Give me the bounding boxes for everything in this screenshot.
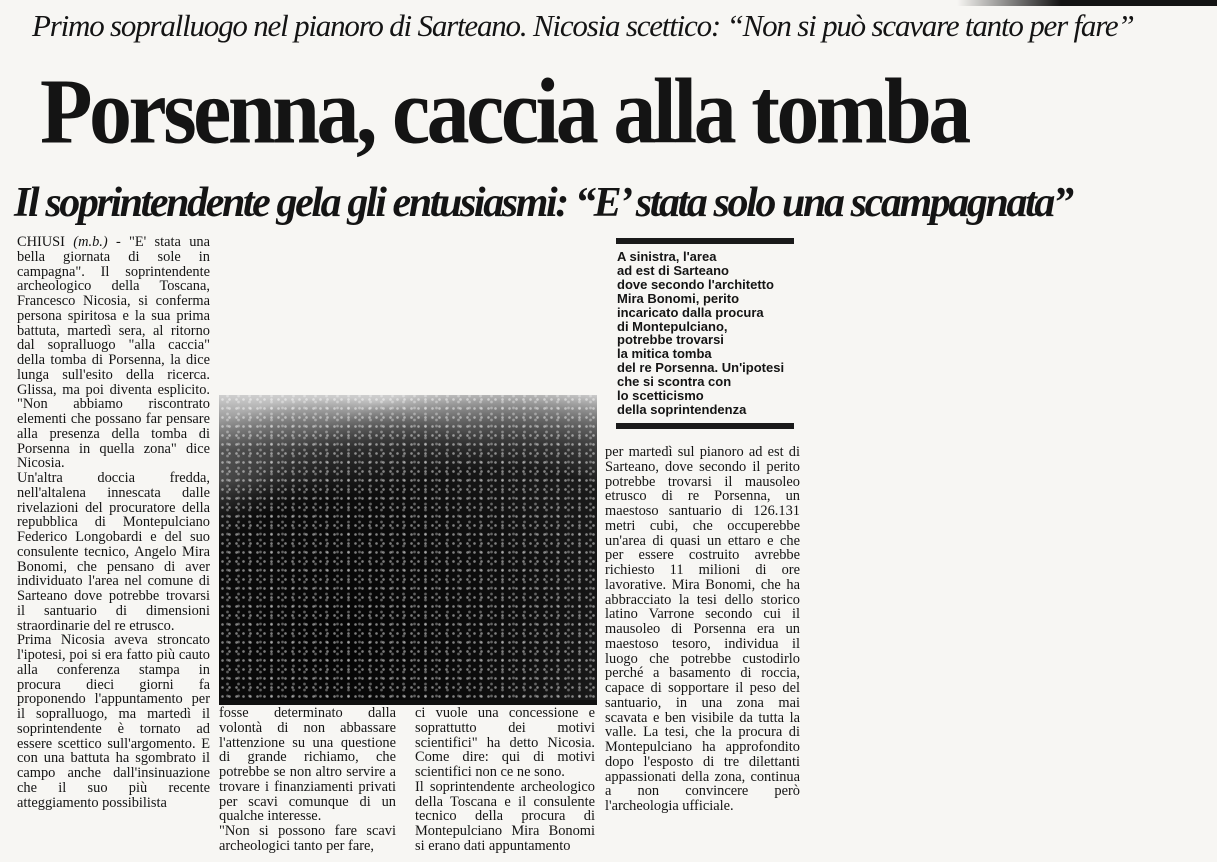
landscape-photo [219,395,597,703]
photo-caption-box [616,238,794,429]
caption-bottom-rule [616,423,794,429]
article-column-4 [605,445,800,814]
paragraph: ci vuole una concessione e soprattutto dei motivi scientifici" ha detto Nicosia. Come dire: qui di motivi scientifici non ce ne sono. [415,705,595,780]
article-subhead: Il soprintendente gela gli entusiasmi: “E’ stata solo una scampagnata” [14,180,1072,226]
article-column-2 [219,706,396,854]
article-kicker: Primo sopralluogo nel pianoro di Sarteano. Nicosia scettico: “Non si può scavare tanto per fare” [32,8,1134,43]
paragraph: Un'altra doccia fredda, nell'altalena innescata dalle rivelazioni del procuratore della repubblica di Montepulciano Federico Longobardi e del suo consulente tecnico, Angelo Mira Bonomi, che pensano di aver individuato l'area nel comune di Sarteano dove potrebbe trovarsi il santuario di dimensioni straordinarie del re etrusco. [17,470,210,634]
article-headline: Porsenna, caccia alla tomba [40,59,968,164]
caption-top-rule [616,238,794,244]
paragraph: CHIUSI (m.b.) - "E' stata una bella giornata di sole in campagna". Il soprintendente archeologico della Toscana, Francesco Nicosia, si conferma persona spiritosa e la sua prima battuta, martedì sera, al ritorno dal sopralluogo "alla caccia" della tomba di Porsenna, la dice lunga sull'esito della ricerca. Glissa, ma poi diventa esplicito. "Non abbiamo riscontrato elementi che possano far pensare alla presenza della tomba di Porsenna in quella zona" dice Nicosia. [17,234,210,472]
byline: (m.b.) [73,234,108,250]
paragraph: "Non si possono fare scavi archeologici tanto per fare, [219,823,396,854]
paragraph: per martedì sul pianoro ad est di Sarteano, dove secondo il perito potrebbe trovarsi il mausoleo etrusco di re Porsenna, un maestoso santuario di 126.131 metri cubi, che occuperebbe un'area di quasi un ettaro e che per essere costruito avrebbe richiesto 11 milioni di ore lavorative. Mira Bonomi, che ha abbracciato la tesi dello storico latino Varrone secondo cui il mausoleo di Porsenna era un maestoso tesoro, individua il luogo che potrebbe custodirlo perché a basamento di roccia, capace di sopportare il peso del santuario, in una zona mai scavata e ben visibile da tutta la valle. La tesi, che la procura di Montepulciano ha approfondito dopo l'esposto di tre dilettanti appassionati della zona, continua a non convincere però l'archeologia ufficiale. [605,444,800,814]
photo-caption: A sinistra, l'area ad est di Sarteano dove secondo l'architetto Mira Bonomi, perito incaricato dalla procura di Montepulciano, potrebbe trovarsi la mitica tomba del re Porsenna. Un'ipotesi che si scontra con lo scetticismo della soprintendenza [617,249,785,417]
paragraph: Prima Nicosia aveva stroncato l'ipotesi, poi si era fatto più cauto alla conferenza stampa in procura dieci giorni fa proponendo l'appuntamento per il sopralluogo, ma martedì il soprintendente è tornato ad essere scettico sull'argomento. E con una battuta ha sgombrato il campo anche dall'insinuazione che il suo più recente atteggiamento possibilista [17,632,210,811]
dateline: CHIUSI [17,234,65,250]
paragraph: fosse determinato dalla volontà di non abbassare l'attenzione su una questione di grande richiamo, che potrebbe se non altro servire a trovare i finanziamenti privati per scavi comunque di un qualche interesse. [219,705,396,825]
article-column-3 [415,706,595,854]
article-column-1 [17,235,210,810]
paragraph: Il soprintendente archeologico della Toscana e il consulente tecnico della procura di Montepulciano Mira Bonomi si erano dati appuntamento [415,778,595,854]
